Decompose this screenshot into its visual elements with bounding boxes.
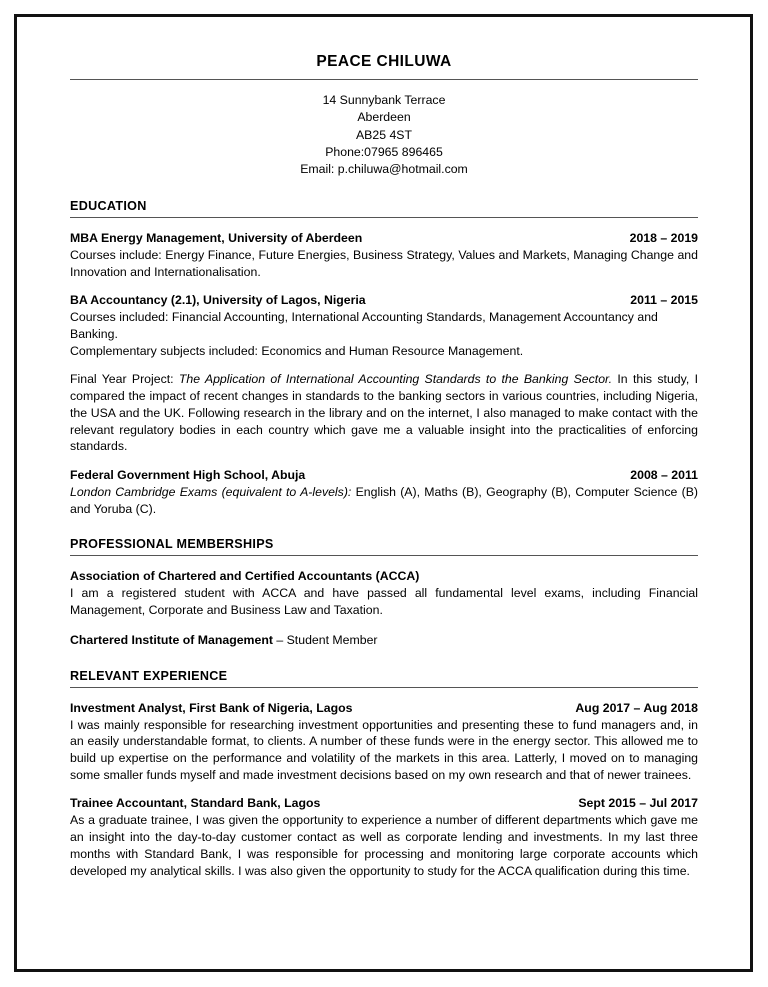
- cv-page: [14, 14, 753, 972]
- membership-status: – Student Member: [272, 632, 378, 647]
- section-divider: [70, 555, 698, 556]
- institute-name: Chartered Institute of Management: [70, 632, 273, 647]
- education-entry-ba: [70, 293, 698, 359]
- entry-body: Courses include: Energy Finance, Future Energies, Business Strategy, Values and Markets, Managing Change and Innovation and Internationalisation.: [70, 247, 698, 279]
- entry-title: Association of Chartered and Certified Accountants (ACCA): [70, 569, 420, 584]
- entry-head: [70, 701, 698, 717]
- entry-body: [70, 484, 698, 517]
- section-title-experience: RELEVANT EXPERIENCE: [70, 668, 228, 683]
- cv-content: [70, 35, 698, 879]
- membership-entry-acca: [70, 569, 698, 618]
- exams-results: English (A), Maths (B), Geography (B), Computer Science (B) and Yoruba (C).: [70, 485, 698, 516]
- entry-head: [70, 569, 698, 585]
- candidate-name: PEACE CHILUWA: [316, 53, 452, 70]
- entry-head: [70, 293, 698, 309]
- experience-entry-trainee: [70, 796, 698, 879]
- entry-body: I am a registered student with ACCA and have passed all fundamental level exams, including Financial Management, Corporate and Business Law and Taxation.: [70, 586, 698, 618]
- entry-head: [70, 468, 698, 484]
- final-year-project: [70, 371, 698, 455]
- contact-block: [70, 92, 698, 179]
- entry-date: Sept 2015 – Jul 2017: [578, 796, 698, 811]
- entry-head: [70, 796, 698, 812]
- exams-label: London Cambridge Exams (equivalent to A-levels):: [70, 485, 352, 499]
- address-line-2: Aberdeen: [357, 110, 411, 125]
- entry-date: 2018 – 2019: [629, 230, 698, 245]
- cv-header: [70, 53, 698, 179]
- section-experience: [70, 669, 698, 880]
- section-divider: [70, 217, 698, 218]
- section-title-memberships: PROFESSIONAL MEMBERSHIPS: [70, 537, 274, 552]
- entry-date: 2008 – 2011: [630, 468, 698, 483]
- entry-title: [70, 632, 698, 649]
- entry-body: Courses included: Financial Accounting, International Accounting Standards, Management Accountancy and Banking.: [70, 310, 658, 341]
- entry-title: Federal Government High School, Abuja: [70, 468, 306, 483]
- education-entry-highschool: [70, 468, 698, 517]
- entry-title: MBA Energy Management, University of Aberdeen: [70, 230, 363, 245]
- entry-date: 2011 – 2015: [630, 293, 698, 308]
- entry-body: As a graduate trainee, I was given the opportunity to experience a number of different departments which gave me an insight into the day-to-day customer contact as well as corporate lending and investments. In my last three months with Standard Bank, I was responsible for processing and monitoring large corporate accounts which developed my analytical skills. I was also given the opportunity to study for the ACCA qualification during this time.: [70, 813, 698, 878]
- header-divider: [70, 79, 698, 80]
- email: Email: p.chiluwa@hotmail.com: [300, 162, 468, 177]
- phone: Phone:07965 896465: [325, 144, 443, 159]
- project-label: Final Year Project:: [70, 372, 179, 387]
- entry-title: BA Accountancy (2.1), University of Lagos, Nigeria: [70, 293, 366, 308]
- experience-entry-analyst: [70, 701, 698, 784]
- address-line-1: 14 Sunnybank Terrace: [322, 92, 446, 107]
- section-memberships: [70, 537, 698, 648]
- entry-body: I was mainly responsible for researching investment opportunities and presenting these to fund managers and, in an easily understandable format, to clients. A number of these funds were in the energy sector. This allowed me to build up expertise on the performance and volatility of the markets in this area. Latterly, I moved on to managing some smaller funds myself and made investment decisions based on my own research and that of newer trainees.: [70, 717, 698, 782]
- section-title-education: EDUCATION: [70, 198, 147, 213]
- postcode: AB25 4ST: [355, 127, 413, 142]
- entry-title: Trainee Accountant, Standard Bank, Lagos: [70, 796, 321, 811]
- entry-head: [70, 231, 698, 247]
- project-description: In this study, I compared the impact of recent changes in standards to the banking sectors in various countries, including Nigeria, the USA and the UK. Following research in the library and on the internet, I also managed to make contact with the relevant regulatory bodies in each country which gave me a valuable insight into the practicalities of enforcing standards.: [70, 372, 698, 454]
- project-title: The Application of International Accounting Standards to the Banking Sector.: [178, 372, 613, 387]
- entry-date: Aug 2017 – Aug 2018: [575, 700, 698, 715]
- section-divider: [70, 687, 698, 688]
- entry-body-secondary: Complementary subjects included: Economics and Human Resource Management.: [70, 343, 524, 358]
- education-entry-mba: [70, 231, 698, 280]
- membership-entry-cim: [70, 632, 698, 649]
- entry-title: Investment Analyst, First Bank of Nigeria, Lagos: [70, 700, 353, 715]
- section-education: [70, 199, 698, 518]
